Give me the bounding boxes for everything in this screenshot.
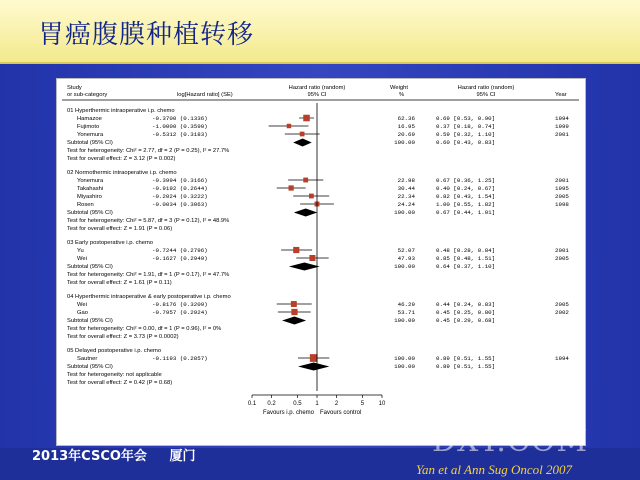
study-name: Yonemura: [77, 132, 104, 138]
study-ci: 0.89 [0.51, 1.55]: [436, 355, 496, 362]
study-year: 2001: [555, 247, 569, 254]
study-ci: 0.48 [0.28, 0.84]: [436, 247, 496, 254]
subtotal-ci: 0.60 [0.43, 0.83]: [436, 139, 496, 146]
study-year: 1998: [555, 201, 569, 208]
study-name: Wei: [77, 256, 87, 262]
study-log-se: -0.3994 (0.3166): [152, 177, 208, 184]
x-tick-label: 2: [334, 401, 339, 407]
watermark-logo: DXY.COM: [432, 424, 589, 459]
study-name: Rosen: [77, 202, 94, 208]
header-ci-right: 95% CI: [476, 92, 496, 98]
subtotal-ci: 0.64 [0.37, 1.10]: [436, 263, 496, 270]
footer: [32, 445, 213, 464]
subtotal-label: Subtotal (95% CI): [67, 140, 113, 146]
heterogeneity-test: Test for heterogeneity: Chi² = 5.87, df = 3 (P = 0.12), I² = 48.9%: [67, 218, 230, 224]
subtotal-weight: 100.00: [394, 317, 415, 324]
study-name: Yonemura: [77, 178, 104, 184]
subtotal-label: Subtotal (95% CI): [67, 264, 113, 270]
study-name: Miyashiro: [77, 194, 102, 200]
subtotal-ci: 0.67 [0.44, 1.01]: [436, 209, 496, 216]
study-log-se: -0.7244 (0.2796): [152, 247, 208, 254]
study-year: 2002: [555, 309, 569, 316]
study-name: Yu: [77, 248, 84, 254]
footer-event: 2013年CSCO年会: [32, 449, 147, 464]
group-title: 01 Hyperthermic intraoperative i.p. chemo: [67, 108, 175, 114]
study-weight: 24.24: [397, 201, 415, 208]
study-ci: 0.37 [0.18, 0.74]: [436, 123, 496, 130]
x-tick-label: 0.5: [293, 401, 302, 407]
study-name: Wei: [77, 302, 87, 308]
group-title: 02 Normothermic intraoperative i.p. chemo: [67, 170, 177, 176]
hr-square: [309, 194, 314, 199]
overall-effect-test: Test for overall effect: Z = 1.91 (P = 0.06): [67, 226, 173, 232]
study-year: 2001: [555, 177, 569, 184]
hr-square: [303, 115, 310, 122]
study-year: 2005: [555, 301, 569, 308]
subtotal-diamond: [294, 209, 317, 217]
header-weight: Weight: [390, 85, 408, 91]
study-year: 2005: [555, 193, 569, 200]
study-ci: 0.67 [0.36, 1.25]: [436, 177, 496, 184]
subtotal-weight: 100.00: [394, 139, 415, 146]
study-name: Gao: [77, 310, 88, 316]
header-hr-middle: Hazard ratio (random): [288, 85, 346, 91]
subtotal-diamond: [282, 317, 306, 325]
subtotal-label: Subtotal (95% CI): [67, 364, 113, 370]
subtotal-weight: 100.00: [394, 263, 415, 270]
group-title: 05 Delayed postoperative i.p. chemo: [67, 348, 162, 354]
study-ci: 0.82 [0.43, 1.54]: [436, 193, 496, 200]
study-weight: 16.95: [397, 123, 415, 130]
overall-effect-test: Test for overall effect: Z = 3.12 (P = 0.002): [67, 156, 176, 162]
study-year: 2001: [555, 131, 569, 138]
study-weight: 22.34: [397, 193, 415, 200]
study-year: 1994: [555, 355, 569, 362]
study-log-se: -0.7957 (0.2924): [152, 309, 208, 316]
study-year: 1994: [555, 115, 569, 122]
hr-square: [309, 255, 315, 261]
study-weight: 47.93: [397, 255, 415, 262]
study-weight: 22.98: [397, 177, 415, 184]
study-weight: 46.29: [397, 301, 415, 308]
study-name: Takahashi: [77, 186, 104, 192]
hr-square: [289, 185, 294, 190]
study-ci: 0.59 [0.32, 1.10]: [436, 131, 496, 138]
x-tick-label: 0.1: [247, 401, 257, 407]
overall-effect-test: Test for overall effect: Z = 0.42 (P = 0.68): [67, 380, 173, 386]
study-name: Sautner: [77, 356, 98, 362]
overall-effect-test: Test for overall effect: Z = 3.73 (P = 0.0002): [67, 334, 179, 340]
subtotal-diamond: [289, 263, 320, 271]
forest-plot-panel: [56, 78, 586, 446]
study-log-se: -1.0000 (0.3590): [152, 123, 208, 130]
study-log-se: -0.2024 (0.3222): [152, 193, 208, 200]
x-tick-label: 10: [378, 401, 386, 407]
subtotal-weight: 100.00: [394, 209, 415, 216]
study-name: Fujimoto: [77, 124, 100, 130]
subtotal-label: Subtotal (95% CI): [67, 210, 113, 216]
overall-effect-test: Test for overall effect: Z = 1.61 (P = 0.11): [67, 280, 172, 286]
study-year: 1999: [555, 123, 569, 130]
study-log-se: -0.0034 (0.3063): [152, 201, 208, 208]
favours-right-label: Favours control: [320, 410, 362, 416]
hr-square: [287, 124, 291, 128]
heterogeneity-test: Test for heterogeneity: Chi² = 2.77, df = 2 (P = 0.25), I² = 27.7%: [67, 148, 230, 154]
header-subcategory: or sub-category: [67, 92, 108, 98]
hr-square: [300, 132, 305, 137]
subtotal-label: Subtotal (95% CI): [67, 318, 113, 324]
subtotal-weight: 100.00: [394, 363, 415, 370]
study-weight: 62.36: [397, 115, 415, 122]
heterogeneity-test: Test for heterogeneity: not applicable: [67, 372, 162, 378]
hr-square: [291, 309, 297, 315]
hr-square: [291, 301, 297, 307]
subtotal-ci: 0.45 [0.29, 0.68]: [436, 317, 496, 324]
study-year: 1995: [555, 185, 569, 192]
study-log-se: -0.1627 (0.2949): [152, 255, 208, 262]
slide-title: 胃癌腹膜种植转移: [38, 20, 255, 50]
header-study: Study: [67, 85, 82, 91]
x-tick-label: 0.2: [267, 401, 276, 407]
study-log-se: -0.1193 (0.2857): [152, 355, 208, 362]
group-title: 03 Early postoperative i.p. chemo: [67, 240, 154, 246]
study-weight: 20.69: [397, 131, 415, 138]
study-log-se: -0.8176 (0.3209): [152, 301, 208, 308]
header-log-hr: log[Hazard ratio] (SE): [177, 92, 233, 98]
header-hr-right: Hazard ratio (random): [457, 85, 515, 91]
slide-title-bar: [0, 0, 640, 64]
study-log-se: -0.9192 (0.2644): [152, 185, 208, 192]
study-log-se: -0.5312 (0.3183): [152, 131, 208, 138]
heterogeneity-test: Test for heterogeneity: Chi² = 0.00, df = 1 (P = 0.96), I² = 0%: [67, 326, 222, 332]
study-name: Hamazoe: [77, 116, 102, 122]
hr-square: [303, 178, 308, 183]
hr-square: [310, 354, 318, 362]
forest-plot: [57, 79, 585, 445]
study-ci: 0.40 [0.24, 0.67]: [436, 185, 496, 192]
study-weight: 52.07: [397, 247, 415, 254]
study-ci: 0.45 [0.25, 0.80]: [436, 309, 496, 316]
subtotal-ci: 0.89 [0.51, 1.55]: [436, 363, 496, 370]
study-ci: 1.00 [0.55, 1.82]: [436, 201, 496, 208]
x-tick-label: 1: [315, 401, 319, 407]
header-ci-middle: 95% CI: [307, 92, 327, 98]
heterogeneity-test: Test for heterogeneity: Chi² = 1.91, df = 1 (P = 0.17), I² = 47.7%: [67, 272, 230, 278]
footer-city: 厦门: [169, 449, 196, 464]
group-title: 04 Hyperthermic intraoperative & early postoperative i.p. chemo: [67, 294, 231, 300]
study-weight: 30.44: [397, 185, 415, 192]
header-weight-unit: %: [399, 92, 405, 98]
favours-left-label: Favours i.p. chemo: [262, 410, 314, 416]
study-year: 2005: [555, 255, 569, 262]
hr-square: [293, 247, 299, 253]
study-log-se: -0.3700 (0.1336): [152, 115, 208, 122]
header-year: Year: [555, 92, 567, 98]
subtotal-diamond: [298, 363, 329, 371]
study-ci: 0.44 [0.24, 0.83]: [436, 301, 496, 308]
study-weight: 100.00: [394, 355, 415, 362]
x-tick-label: 5: [360, 401, 365, 407]
study-weight: 53.71: [397, 309, 415, 316]
citation: Yan et al Ann Sug Oncol 2007: [416, 462, 573, 477]
subtotal-diamond: [293, 139, 312, 147]
study-ci: 0.85 [0.48, 1.51]: [436, 255, 496, 262]
study-ci: 0.69 [0.53, 0.90]: [436, 115, 496, 122]
